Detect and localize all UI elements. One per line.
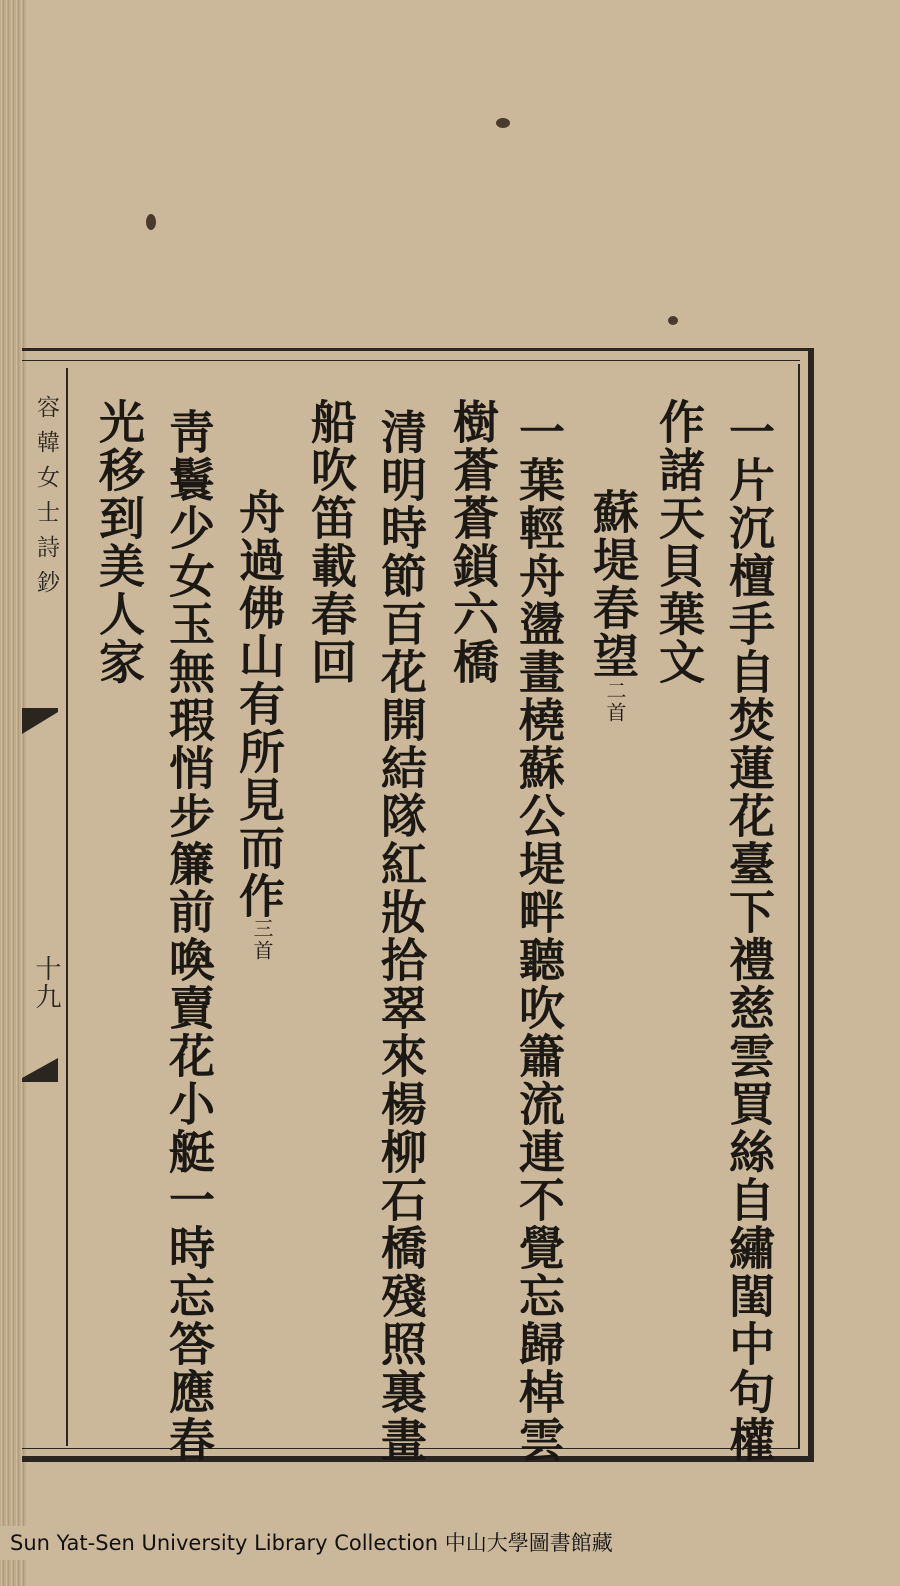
frame-inner-line	[22, 360, 800, 361]
paper-spot	[668, 316, 678, 325]
text-column: 作諸天貝葉文	[652, 398, 706, 686]
margin-rule	[66, 368, 68, 1446]
text-column: 一片沉檀手自焚蓮花臺下禮慈雲買絲自繡閨中句權	[722, 408, 776, 1464]
margin-page-number: 十九	[31, 955, 61, 1011]
fishtail-bar	[22, 1078, 58, 1082]
paper-spot	[496, 118, 510, 128]
text-column: 船吹笛載春回	[304, 398, 358, 686]
poem-title: 舟過佛山有所見而作	[232, 488, 286, 920]
frame-inner-line	[798, 364, 800, 1449]
poem-count-note: 三首	[250, 918, 274, 962]
margin-book-title: 容韓女士詩鈔	[33, 395, 59, 605]
text-column: 一葉輕舟盪畫橈蘇公堤畔聽吹簫流連不覺忘歸棹雲	[512, 408, 566, 1464]
text-column: 樹蒼蒼鎖六橋	[446, 398, 500, 686]
text-column: 光移到美人家	[92, 398, 146, 686]
collection-caption: Sun Yat-Sen University Library Collection 中山大學圖書館藏	[0, 1526, 660, 1560]
poem-count-note: 二首	[603, 680, 627, 724]
paper-spot	[146, 214, 156, 230]
fishtail-marker-lower	[22, 1058, 58, 1078]
poem-title: 蘇堤春望	[586, 488, 640, 680]
text-column: 靑鬟少女玉無瑕悄步簾前喚賣花小艇一時忘答應春	[162, 408, 216, 1464]
fishtail-marker-upper	[22, 712, 58, 734]
text-column: 清明時節百花開結隊紅妝拾翠來楊柳石橋殘照裏畫	[374, 408, 428, 1464]
